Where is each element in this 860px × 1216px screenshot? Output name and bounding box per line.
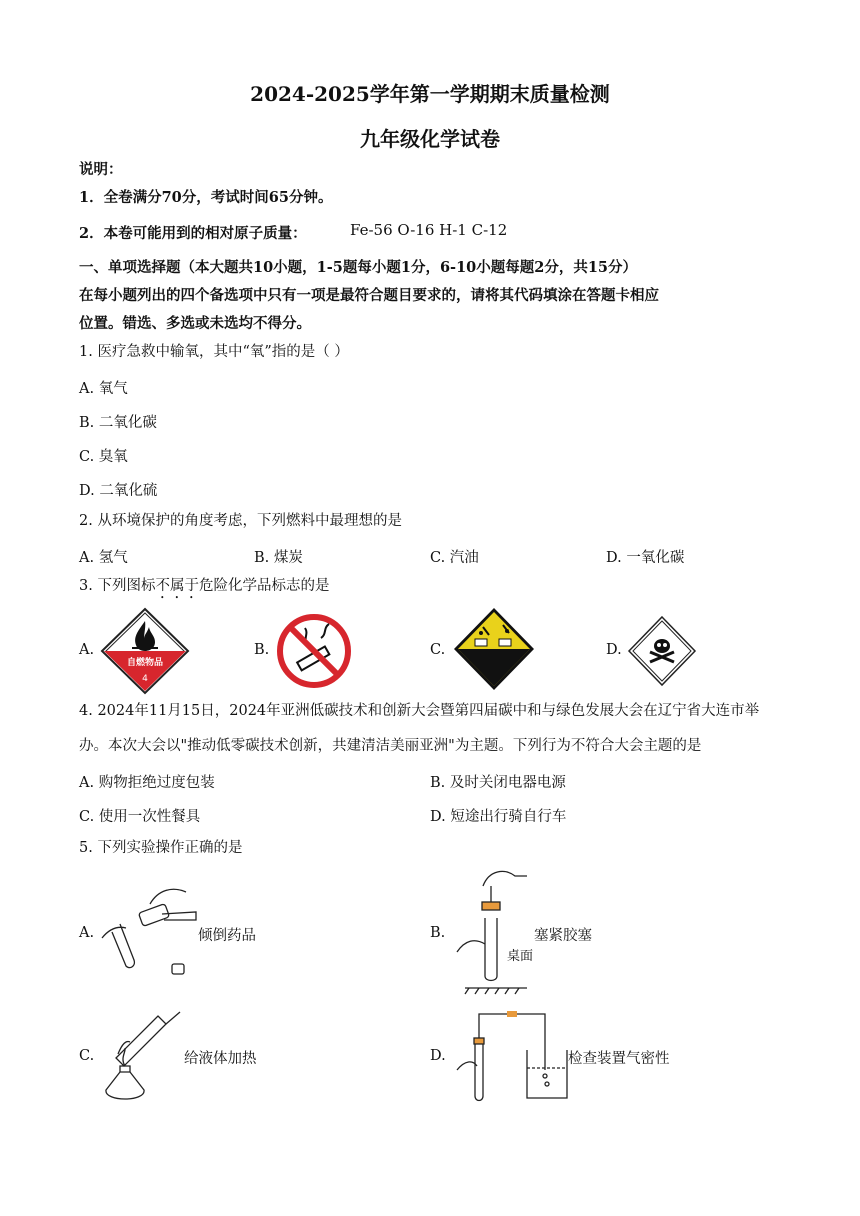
stopper-tube-illustration-icon [455, 866, 535, 994]
section-heading: 一、单项选择题（本大题共10小题，1-5题每小题1分，6-10小题每题2分，共15分） [79, 259, 638, 276]
q5-caption-a: 倾倒药品 [198, 928, 256, 944]
corrosive-sign-icon [453, 607, 535, 691]
q3-option-b[interactable]: B. [254, 642, 270, 658]
notes-line-2-values: Fe-56 O-16 H-1 C-12 [350, 221, 508, 239]
pouring-reagent-illustration-icon [100, 880, 200, 980]
q2-option-a[interactable]: A. 氢气 [79, 550, 128, 566]
q1-option-a[interactable]: A. 氧气 [79, 381, 128, 397]
q2-option-b[interactable]: B. 煤炭 [254, 550, 303, 566]
q3-stem [79, 577, 329, 602]
section-instruction-2: 位置。错选、多选或未选均不得分。 [79, 315, 311, 332]
q1-option-c[interactable]: C. 臭氧 [79, 449, 128, 465]
q3-stem-pre: 3. 下列图标 [79, 578, 156, 594]
q5-option-a[interactable]: A. [79, 925, 95, 941]
sign-a-text: 自燃物品 [126, 658, 164, 668]
q5-caption-d: 检查装置气密性 [568, 1051, 670, 1067]
q5-option-c[interactable]: C. [79, 1048, 95, 1064]
toxic-sign-icon [628, 616, 696, 686]
q4-stem-line-2: 办。本次大会以"推动低零碳技术创新，共建清洁美丽亚洲"为主题。下列行为不符合大会主题的是 [79, 738, 702, 754]
q1-option-d[interactable]: D. 二氧化硫 [79, 483, 158, 499]
exam-title: 2024-2025学年第一学期期末质量检测 [250, 82, 610, 106]
q5-stem: 5. 下列实验操作正确的是 [79, 840, 243, 856]
section-instruction-1: 在每小题列出的四个备选项中只有一项是最符合题目要求的，请将其代码填涂在答题卡相应 [79, 287, 659, 304]
q4-option-b[interactable]: B. 及时关闭电器电源 [430, 775, 566, 791]
q5-option-d[interactable]: D. [430, 1048, 446, 1064]
q4-option-a[interactable]: A. 购物拒绝过度包装 [79, 775, 215, 791]
q1-option-b[interactable]: B. 二氧化碳 [79, 415, 157, 431]
q5-desk-label: 桌面 [507, 949, 534, 964]
q4-option-c[interactable]: C. 使用一次性餐具 [79, 809, 201, 825]
q3-stem-emphasis: 不属于 [155, 578, 199, 594]
q2-option-d[interactable]: D. 一氧化碳 [606, 550, 685, 566]
q3-option-c[interactable]: C. [430, 642, 446, 658]
q5-caption-b: 塞紧胶塞 [534, 928, 592, 944]
q4-option-d[interactable]: D. 短途出行骑自行车 [430, 809, 567, 825]
q2-stem: 2. 从环境保护的角度考虑，下列燃料中最理想的是 [79, 513, 402, 529]
heating-liquid-illustration-icon [96, 1010, 186, 1106]
notes-line-2-label: 2．本卷可能用到的相对原子质量： [79, 225, 307, 242]
no-smoking-sign-icon [277, 614, 351, 688]
q1-stem: 1. 医疗急救中输氧，其中“氧”指的是（ ） [79, 344, 349, 360]
spontaneous-combustion-sign-icon [100, 607, 190, 695]
q5-option-b[interactable]: B. [430, 925, 446, 941]
q2-option-c[interactable]: C. 汽油 [430, 550, 479, 566]
notes-heading: 说明： [79, 161, 123, 178]
q3-option-a[interactable]: A. [79, 642, 95, 658]
airtightness-check-illustration-icon [455, 1010, 575, 1106]
q4-stem-line-1: 4. 2024年11月15日，2024年亚洲低碳技术和创新大会暨第四届碳中和与绿色发展大会在辽宁省大连市举 [79, 703, 760, 719]
exam-subtitle: 九年级化学试卷 [360, 127, 500, 151]
q3-stem-post: 危险化学品标志的是 [198, 578, 330, 594]
q5-caption-c: 给液体加热 [184, 1051, 257, 1067]
q3-option-d[interactable]: D. [606, 642, 622, 658]
notes-line-1: 1．全卷满分70分，考试时间65分钟。 [79, 189, 333, 206]
sign-a-number: 4 [142, 674, 148, 684]
